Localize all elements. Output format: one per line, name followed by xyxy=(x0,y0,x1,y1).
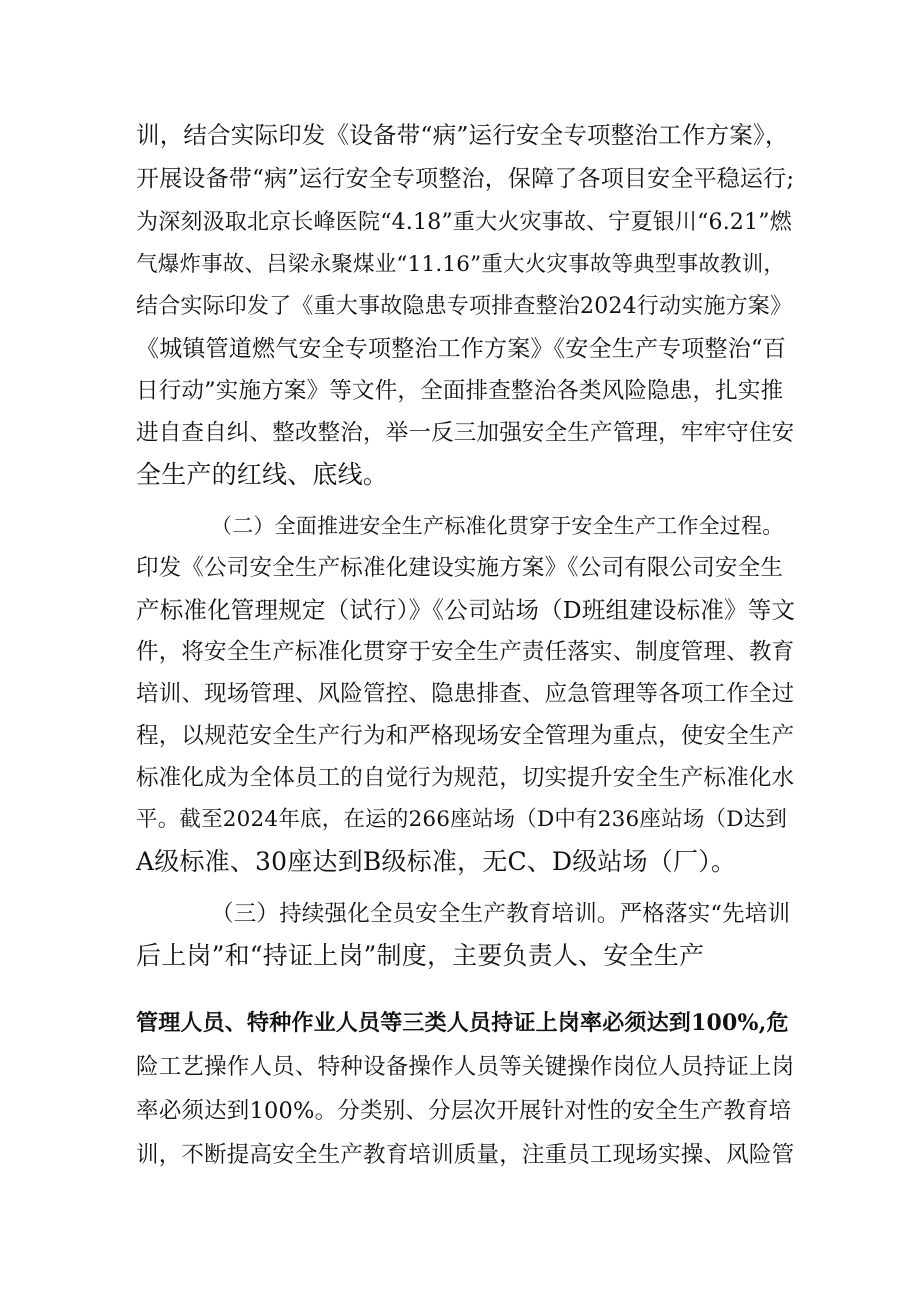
body-text-line: 结合实际印发了《重大事故隐患专项排查整治2024行动实施方案》 xyxy=(136,294,793,319)
body-text-line: 管理人员、特种作业人员等三类人员持证上岗率必须达到100%,危 xyxy=(136,1010,789,1036)
body-text-line: 《城镇管道燃气安全专项整治工作方案》《安全生产专项整治“百 xyxy=(136,336,787,362)
body-text-line: 日行动”实施方案》等文件，全面排查整治各类风险隐患，扎实推 xyxy=(136,378,784,404)
body-text-line: 率必须达到100%。分类别、分层次开展针对性的安全生产教育培 xyxy=(136,1098,792,1124)
body-text-line: 全生产的红线、底线。 xyxy=(136,460,389,489)
section-heading-2: （二）全面推进安全生产标准化贯穿于安全生产工作全过程。 xyxy=(211,514,784,538)
body-text-line: A级标准、30座达到B级标准，无C、D级站场（厂）。 xyxy=(136,847,737,876)
body-text-line: 训，不断提高安全生产教育培训质量，注重员工现场实操、风险管 xyxy=(136,1142,795,1168)
body-text-line: 产标准化管理规定（试行）》《公司站场（D班组建设标准》等文 xyxy=(136,596,796,624)
body-text-line: 印发《公司安全生产标准化建设实施方案》《公司有限公司安全生 xyxy=(136,555,784,581)
body-text-line: 开展设备带“病”运行安全专项整治，保障了各项目安全平稳运行; xyxy=(136,166,795,192)
body-text-line: 平。截至2024年底，在运的266座站场（D中有236座站场（D达到 xyxy=(136,807,788,832)
body-text-line: 后上岗”和“持证上岗”制度，主要负责人、安全生产 xyxy=(136,941,705,970)
body-text-line: 训，结合实际印发《设备带“病”运行安全专项整治工作方案》， xyxy=(136,121,789,149)
body-text-line: 进自查自纠、整改整治，举一反三加强安全生产管理，牢牢守住安 xyxy=(136,420,795,446)
body-text-line: 为深刻汲取北京长峰医院“4.18”重大火灾事故、宁夏银川“6.21”燃 xyxy=(136,210,792,235)
body-text-line: 气爆炸事故、吕梁永聚煤业“11.16”重大火灾事故等典型事故教训， xyxy=(136,252,786,277)
body-text-line: 培训、现场管理、风险管控、隐患排查、应急管理等各项工作全过 xyxy=(136,681,795,707)
body-text-line: 程，以规范安全生产行为和严格现场安全管理为重点，使安全生产 xyxy=(136,723,795,749)
section-heading-3: （三）持续强化全员安全生产教育培训。严格落实“先培训 xyxy=(211,901,791,927)
body-text-line: 标准化成为全体员工的自觉行为规范，切实提升安全生产标准化水 xyxy=(136,765,795,791)
body-text-line: 险工艺操作人员、特种设备操作人员等关键操作岗位人员持证上岗 xyxy=(136,1054,795,1080)
body-text-line: 件，将安全生产标准化贯穿于安全生产责任落实、制度管理、教育 xyxy=(136,639,795,665)
